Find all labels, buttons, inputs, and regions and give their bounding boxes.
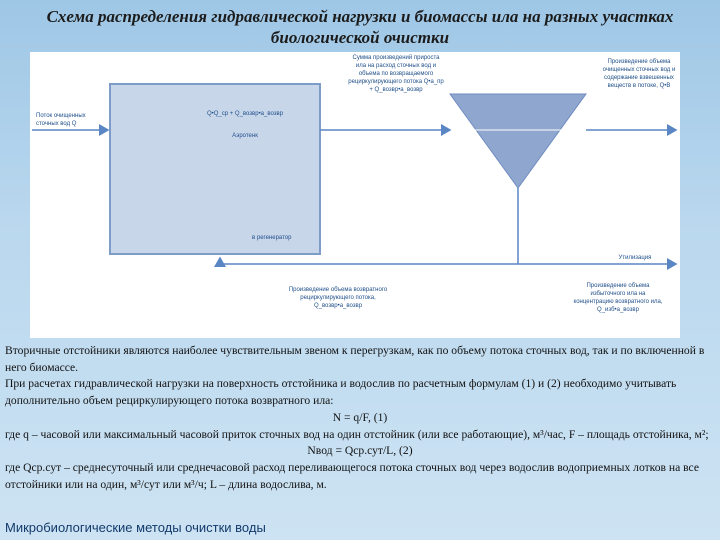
process-diagram bbox=[30, 52, 680, 338]
paragraph-3: где q – часовой или максимальный часовой приток сточных вод на один отстойник (или все работающие), м³/час, F – площадь отстойника, м²; bbox=[5, 427, 709, 441]
aerotank-formula: Q•Q_ср + Q_возвр•a_возвр bbox=[206, 111, 284, 117]
formula-1: N = q/F, (1) bbox=[332, 410, 388, 424]
paragraph-1: Вторичные отстойники являются наиболее чувствительным звеном к перегрузкам, как по объему потока сточных вод, так и по включенной в него биомассе. bbox=[5, 344, 705, 374]
aerotank-label: Аэротенк bbox=[232, 133, 258, 139]
paragraph-4: где Qср.сут – среднесуточный или среднечасовой расход переливающегося потока сточных вод через водослив водоприемных лотков на все отстойники или на один, м³/сут или м³/ч; L – длина водослива, м. bbox=[5, 460, 699, 491]
body-text bbox=[5, 343, 715, 493]
paragraph-2: При расчетах гидравлической нагрузки на поверхность отстойника и водослив по расчетным формулам (1) и (2) необходимо учитывать дополнительно объем рециркулирующего потока возвратного ила: bbox=[5, 377, 677, 408]
secondary-clarifier bbox=[450, 94, 586, 188]
inflow-label: Поток очищенных сточных вод Q bbox=[36, 113, 86, 127]
clarified-label: Произведение объема очищенных сточных вод и содержание взвешенных веществ в потоке, Q•B bbox=[602, 59, 676, 89]
recycle-label: Произведение объема возвратного рециркулирующего потока, Q_возвр•a_возвр bbox=[288, 287, 388, 309]
page-title: Схема распределения гидравлической нагрузки и биомассы ила на разных участках биологической очистки bbox=[46, 7, 674, 47]
footer-title: Микробиологические методы очистки воды bbox=[5, 520, 266, 535]
excess-label: Произведение объема избыточного ила на концентрацию возвратного ила, Q_изб•a_возвр bbox=[573, 283, 663, 313]
regenerator-label: в регенератор bbox=[252, 235, 292, 241]
formula-2: Nвод = Qср.сут/L, (2) bbox=[307, 444, 413, 458]
utilization-label: Утилизация bbox=[618, 255, 652, 261]
sum-label: Сумма произведений прироста ила на расход сточных вод и объема по возвращаемого рециркулирующего потока Q•a_пр + Q_возвр•a_возвр bbox=[348, 55, 444, 93]
